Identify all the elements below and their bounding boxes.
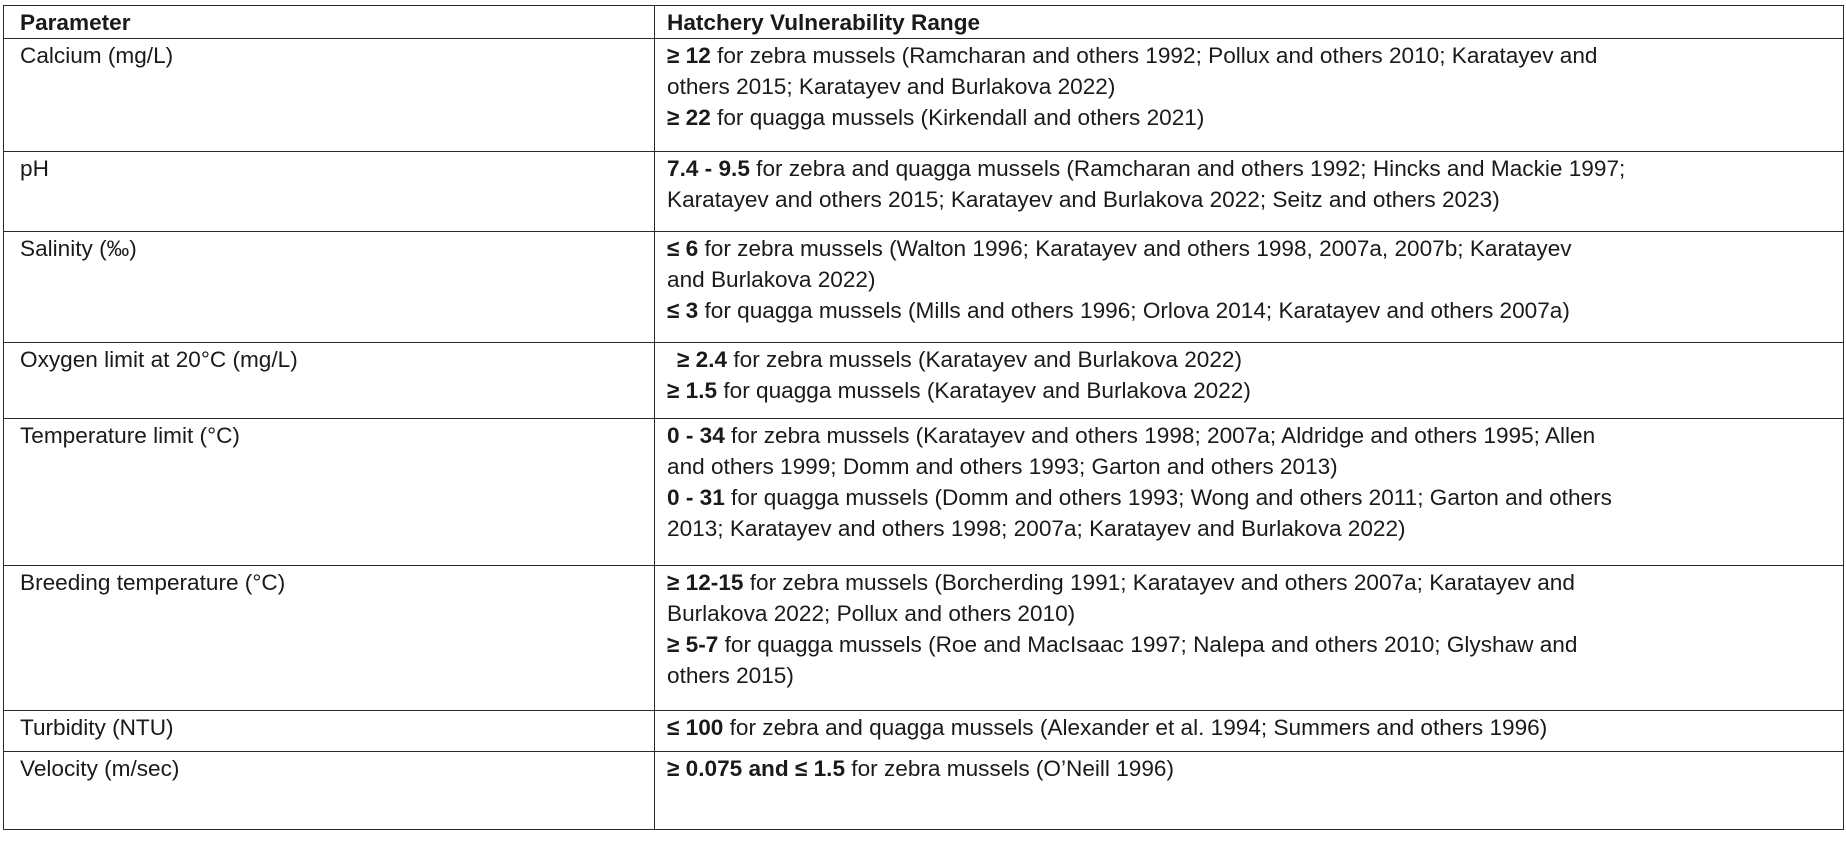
table-row [4,232,1844,343]
parameter-cell: Temperature limit (°C) [4,419,655,566]
vulnerability-table-container [3,5,1844,830]
table-row [4,419,1844,566]
range-text: for zebra mussels (Walton 1996; Karatayev and others 1998, 2007a, 2007b; Karatayev [698,236,1572,261]
parameter-cell: Breeding temperature (°C) [4,566,655,711]
range-text: for quagga mussels (Mills and others 1996; Orlova 2014; Karatayev and others 2007a) [698,298,1570,323]
header-vulnerability-range: Hatchery Vulnerability Range [655,6,1844,39]
range-cell [655,232,1844,343]
range-text: for quagga mussels (Roe and MacIsaac 1997; Nalepa and others 2010; Glyshaw and [718,632,1578,657]
range-line [667,712,1837,743]
range-line [667,344,1837,375]
range-cell [655,419,1844,566]
range-line: Burlakova 2022; Pollux and others 2010) [667,601,1076,626]
vulnerability-table [3,5,1844,830]
range-text: for zebra and quagga mussels (Alexander et al. 1994; Summers and others 1996) [723,715,1548,740]
parameter-cell: Velocity (m/sec) [4,752,655,830]
range-text: for zebra mussels (O’Neill 1996) [845,756,1175,781]
parameter-cell: Calcium (mg/L) [4,39,655,152]
range-text: for quagga mussels (Domm and others 1993; Wong and others 2011; Garton and others [724,485,1612,510]
table-row [4,711,1844,752]
range-text: for zebra and quagga mussels (Ramcharan and others 1992; Hincks and Mackie 1997; [749,156,1626,181]
range-cell [655,152,1844,232]
range-cell [655,711,1844,752]
header-row [4,6,1844,39]
range-value: ≤ 3 [667,298,699,323]
range-value: 0 - 31 [667,485,725,510]
range-line: others 2015) [667,663,794,688]
range-line [667,482,1837,513]
range-line [667,753,1837,784]
range-line [667,233,1837,264]
range-text: for zebra mussels (Karatayev and Burlakova 2022) [727,347,1242,372]
range-line [667,567,1837,598]
range-line [667,153,1837,184]
range-line [667,420,1837,451]
parameter-cell: Turbidity (NTU) [4,711,655,752]
range-value: 7.4 - 9.5 [667,156,750,181]
range-line: 2013; Karatayev and others 1998; 2007a; Karatayev and Burlakova 2022) [667,516,1406,541]
table-row [4,39,1844,152]
range-line [667,629,1837,660]
range-cell [655,566,1844,711]
range-value: ≤ 6 [667,236,699,261]
range-line: Karatayev and others 2015; Karatayev and Burlakova 2022; Seitz and others 2023) [667,187,1500,212]
range-value: ≥ 1.5 [667,378,718,403]
range-value: ≥ 22 [667,105,711,130]
range-value: 0 - 34 [667,423,725,448]
table-row [4,566,1844,711]
range-line [667,295,1837,326]
range-line: and others 1999; Domm and others 1993; Garton and others 2013) [667,454,1338,479]
range-text: for zebra mussels (Karatayev and others 1998; 2007a; Aldridge and others 1995; Allen [724,423,1596,448]
range-value: ≥ 12-15 [667,570,744,595]
range-line [667,375,1837,406]
header-parameter: Parameter [4,6,655,39]
parameter-cell: Salinity (‰) [4,232,655,343]
table-row [4,752,1844,830]
range-value: ≤ 100 [667,715,724,740]
range-value: ≥ 12 [667,43,711,68]
range-text: for quagga mussels (Kirkendall and others 2021) [710,105,1205,130]
range-value: ≥ 0.075 and ≤ 1.5 [667,756,846,781]
range-line [667,40,1837,71]
range-line: and Burlakova 2022) [667,267,876,292]
range-cell [655,343,1844,419]
table-row [4,152,1844,232]
range-cell [655,752,1844,830]
range-text: for quagga mussels (Karatayev and Burlakova 2022) [717,378,1251,403]
range-value: ≥ 5-7 [667,632,719,657]
range-line: others 2015; Karatayev and Burlakova 2022) [667,74,1116,99]
range-text: for zebra mussels (Borcherding 1991; Karatayev and others 2007a; Karatayev and [743,570,1575,595]
table-row [4,343,1844,419]
range-text: for zebra mussels (Ramcharan and others 1992; Pollux and others 2010; Karatayev and [710,43,1598,68]
range-cell [655,39,1844,152]
parameter-cell: Oxygen limit at 20°C (mg/L) [4,343,655,419]
range-line [667,102,1837,133]
range-value: ≥ 2.4 [677,347,728,372]
parameter-cell: pH [4,152,655,232]
